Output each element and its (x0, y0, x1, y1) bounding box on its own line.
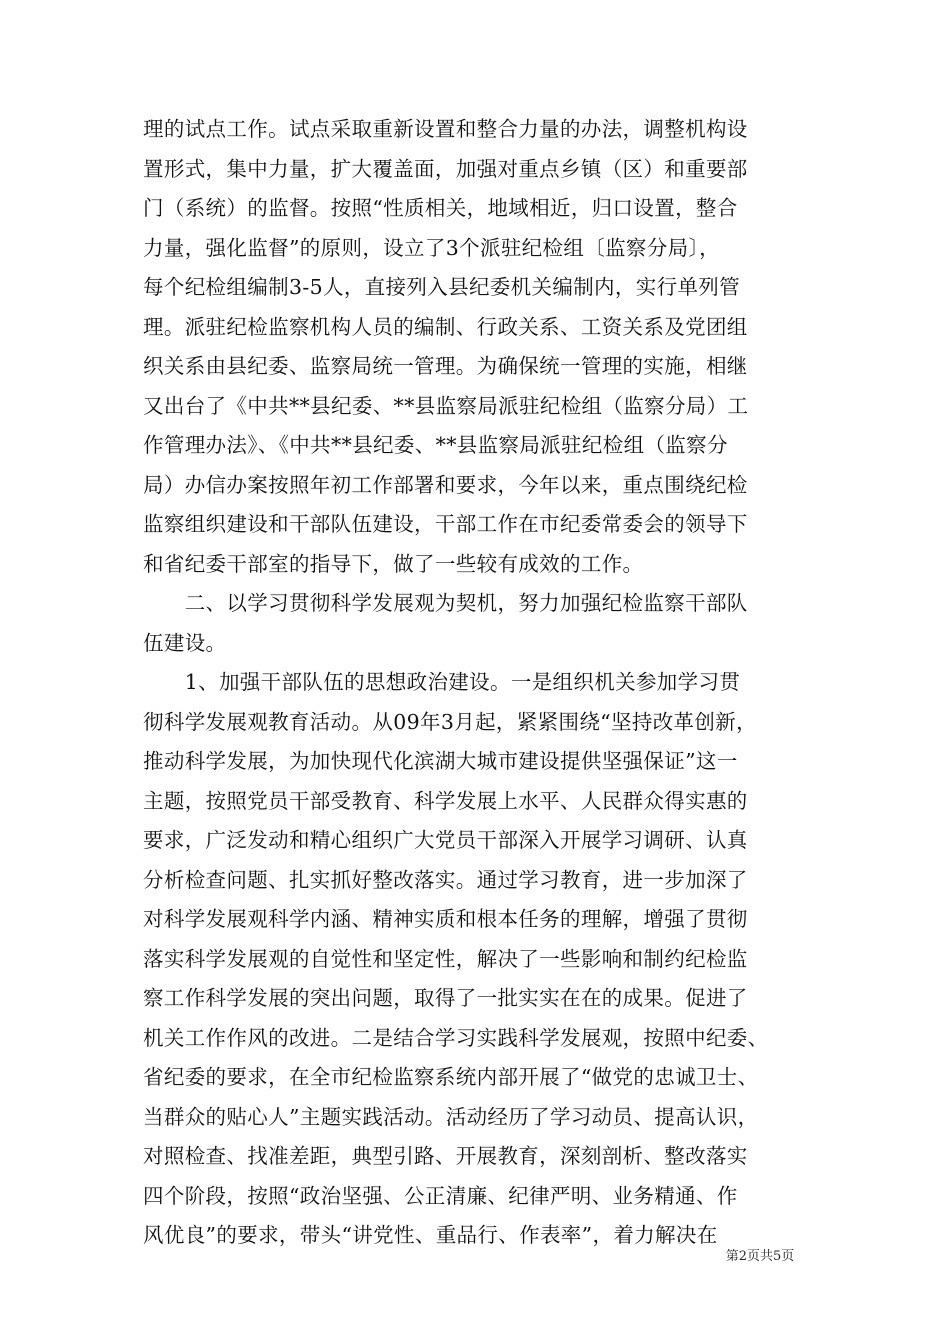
text-line: 风优良”的要求，带头“讲党性、重品行、作表率”，着力解决在 (143, 1223, 718, 1247)
text-line: 四个阶段，按照“政治坚强、公正清廉、纪律严明、业务精通、作 (143, 1183, 738, 1208)
text-line: 监察组织建设和干部队伍建设，干部工作在市纪委常委会的领导下 (143, 512, 748, 536)
text-line: 每个纪检组编制3-5人，直接列入县纪委机关编制内，实行单列管 (143, 275, 741, 299)
text-line: 力量，强化监督”的原则，设立了3个派驻纪检组〔监察分局〕， (143, 235, 720, 260)
text-line: 局）办信办案按照年初工作部署和要求，今年以来，重点围绕纪检 (143, 472, 748, 497)
text-line: 分析检查问题、扎实抓好整改落实。通过学习教育，进一步加深了 (143, 867, 748, 892)
text-line: 理的试点工作。试点采取重新设置和整合力量的办法，调整机构设 (143, 117, 748, 141)
text-line: 置形式，集中力量，扩大覆盖面，加强对重点乡镇（区）和重要部 (143, 156, 748, 181)
text-line: 要求，广泛发动和精心组织广大党员干部深入开展学习调研、认真 (143, 828, 748, 852)
text-line: 伍建设。 (143, 630, 227, 655)
document-body (143, 110, 809, 1256)
text-line: 主题，按照党员干部受教育、科学发展上水平、人民群众得实惠的 (143, 788, 748, 813)
text-line: 察工作科学发展的突出问题，取得了一批实实在在的成果。促进了 (143, 986, 748, 1010)
text-line: 1、加强干部队伍的思想政治建设。一是组织机关参加学习贯 (143, 670, 741, 694)
text-line: 又出台了《中共**县纪委、**县监察局派驻纪检组（监察分局）工 (143, 393, 749, 418)
text-line: 推动科学发展，为加快现代化滨湖大城市建设提供坚强保证”这一 (143, 749, 738, 773)
text-line: 作管理办法》、《中共**县纪委、**县监察局派驻纪检组（监察分 (143, 433, 728, 457)
text-line: 机关工作作风的改进。二是结合学习实践科学发展观，按照中纪委、 (143, 1025, 769, 1050)
text-line: 省纪委的要求，在全市纪检监察系统内部开展了“做党的忠诚卫士、 (143, 1065, 759, 1089)
text-line: 和省纪委干部室的指导下，做了一些较有成效的工作。 (143, 551, 644, 576)
text-line: 对科学发展观科学内涵、精神实质和根本任务的理解，增强了贯彻 (143, 907, 748, 931)
text-line: 门（系统）的监督。按照“性质相关，地域相近，归口设置，整合 (143, 196, 738, 220)
text-line: 理。派驻纪检监察机构人员的编制、行政关系、工资关系及党团组 (143, 314, 748, 339)
text-line: 对照检查、找准差距，典型引路、开展教育，深刻剖析、整改落实 (143, 1144, 748, 1168)
text-line: 二、以学习贯彻科学发展观为契机，努力加强纪检监察干部队 (143, 591, 748, 615)
text-line: 落实科学发展观的自觉性和坚定性，解决了一些影响和制约纪检监 (143, 946, 748, 971)
page-number: 第2页共5页 (725, 1249, 795, 1264)
text-line: 当群众的贴心人”主题实践活动。活动经历了学习动员、提高认识， (143, 1104, 759, 1129)
text-line: 织关系由县纪委、监察局统一管理。为确保统一管理的实施，相继 (143, 354, 748, 378)
text-line: 彻科学发展观教育活动。从09年3月起，紧紧围绕“坚持改革创新， (143, 709, 757, 734)
